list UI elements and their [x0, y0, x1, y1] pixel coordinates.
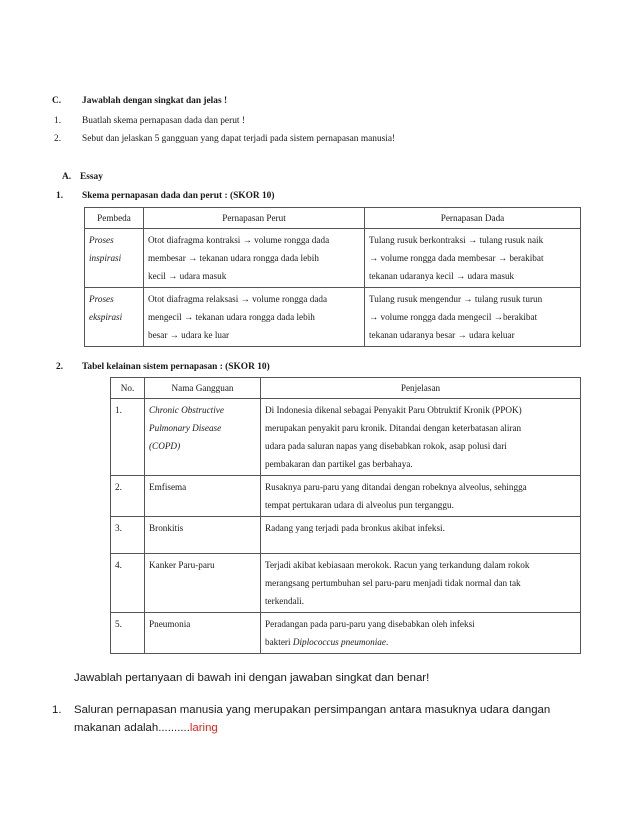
disorder-name-cell: Kanker Paru-paru	[145, 554, 261, 613]
cell-text-line: (COPD)	[149, 441, 181, 451]
no-cell: 1.	[111, 399, 145, 476]
table-row	[111, 554, 581, 613]
table-row	[111, 517, 581, 554]
cell-text-line: merangsang pertumbuhan sel paru-paru menjadi tidak normal dan tak	[265, 578, 521, 588]
cell-text-fragment: .	[385, 637, 389, 647]
cell-text-line: → volume rongga dada membesar → berakibat	[369, 253, 544, 263]
section-c-title: Jawablah dengan singkat dan jelas !	[82, 96, 228, 106]
table-header-cell: Pernapasan Dada	[365, 208, 581, 229]
cell-text-line: tempat pertukaran udara di alveolus pun terganggu.	[265, 500, 454, 510]
question-1-number: 1.	[52, 704, 62, 716]
table-row	[85, 229, 581, 288]
cell-text-line: Pulmonary Disease	[149, 423, 222, 433]
section-c-label: C.	[52, 96, 62, 106]
cell-text-line: Proses	[89, 235, 114, 245]
table-row	[85, 288, 581, 347]
cell-text-line: Di Indonesia dikenal sebagai Penyakit Paru Obtruktif Kronik (PPOK)	[265, 405, 522, 415]
cell-text-line: terkendali.	[265, 596, 305, 606]
table-header-cell: No.	[111, 378, 145, 399]
instruction-text: Jawablah pertanyaan di bawah ini dengan jawaban singkat dan benar!	[74, 672, 430, 684]
cell-text-line: kecil → udara masuk	[148, 271, 227, 281]
cell-text-line: Peradangan pada paru-paru yang disebabkan oleh infeksi	[265, 619, 475, 629]
table-header-cell: Nama Gangguan	[145, 378, 261, 399]
cell-text-line: merupakan penyakit paru kronik. Ditandai dengan keterbatasan aliran	[265, 423, 522, 433]
breathing-scheme-table	[84, 207, 581, 347]
section-a-title: Essay	[80, 172, 103, 182]
question-1-answer: laring	[189, 722, 218, 734]
description-cell	[261, 517, 581, 554]
description-cell	[261, 613, 581, 654]
row-label-cell	[85, 288, 144, 347]
q2-title: Tabel kelainan sistem pernapasan : (SKOR 10)	[82, 362, 270, 372]
table-header-row	[111, 378, 581, 399]
section-c-item-1-text: Buatlah skema pernapasan dada dan perut !	[82, 116, 245, 126]
disorder-name-cell: Emfisema	[145, 476, 261, 517]
bacteria-name: Diplococcus pneumoniae	[292, 637, 386, 647]
cell-text-line: ekspirasi	[89, 312, 123, 322]
cell-text-line: udara pada saluran napas yang disebabkan rokok, asap polusi dari	[265, 441, 507, 451]
no-cell: 5.	[111, 613, 145, 654]
table-header-cell: Penjelasan	[261, 378, 581, 399]
dada-cell	[365, 288, 581, 347]
cell-text-line: Terjadi akibat kebiasaan merokok. Racun yang terkandung dalam rokok	[265, 560, 530, 570]
cell-text-line: pembakaran dan partikel gas berbahaya.	[265, 459, 413, 469]
question-1-stem: makanan adalah..........	[74, 722, 190, 734]
cell-text-line: tekanan udaranya besar → udara keluar	[369, 330, 515, 340]
cell-text-line: Tulang rusuk mengendur → tulang rusuk turun	[369, 294, 543, 304]
section-c-item-2-num: 2.	[54, 134, 62, 144]
cell-text-line: membesar → tekanan udara rongga dada lebih	[148, 253, 319, 263]
table-row	[111, 476, 581, 517]
no-cell: 2.	[111, 476, 145, 517]
cell-text-line: → volume rongga dada mengecil →berakibat	[369, 312, 538, 322]
cell-text-line: Tulang rusuk berkontraksi → tulang rusuk naik	[369, 235, 544, 245]
cell-text-line: Rusaknya paru-paru yang ditandai dengan robeknya alveolus, sehingga	[265, 482, 527, 492]
row-label-cell	[85, 229, 144, 288]
q1-number: 1.	[56, 191, 64, 201]
disorder-name-cell: Pneumonia	[145, 613, 261, 654]
description-cell	[261, 399, 581, 476]
cell-text-line: Proses	[89, 294, 114, 304]
table-row	[111, 613, 581, 654]
section-c-item-2-text: Sebut dan jelaskan 5 gangguan yang dapat terjadi pada sistem pernapasan manusia!	[82, 134, 396, 144]
respiratory-disorders-table	[110, 377, 581, 654]
disorder-name-cell: Bronkitis	[145, 517, 261, 554]
q1-title: Skema pernapasan dada dan perut : (SKOR 10)	[82, 191, 275, 201]
cell-text-fragment: bakteri	[265, 637, 293, 647]
cell-text-line: Chronic Obstructive	[149, 405, 224, 415]
section-c-item-1-num: 1.	[54, 116, 62, 126]
table-header-cell: Pembeda	[85, 208, 144, 229]
dada-cell	[365, 229, 581, 288]
table-row	[111, 399, 581, 476]
section-a-label: A.	[62, 172, 72, 182]
no-cell: 3.	[111, 517, 145, 554]
cell-text-line: mengecil → tekanan udara rongga dada lebih	[148, 312, 315, 322]
perut-cell	[144, 229, 365, 288]
cell-text-line: tekanan udaranya kecil → udara masuk	[369, 271, 515, 281]
question-1-line-2	[74, 722, 218, 734]
cell-text-line: besar → udara ke luar	[148, 330, 230, 340]
description-cell	[261, 476, 581, 517]
no-cell: 4.	[111, 554, 145, 613]
cell-text-line	[265, 633, 576, 651]
cell-text-line: Otot diafragma kontraksi → volume rongga dada	[148, 235, 330, 245]
cell-text-line: Radang yang terjadi pada bronkus akibat infeksi.	[265, 523, 445, 533]
table-header-cell: Pernapasan Perut	[144, 208, 365, 229]
description-cell	[261, 554, 581, 613]
question-1-line-1: Saluran pernapasan manusia yang merupakan persimpangan antara masuknya udara dangan	[74, 704, 551, 716]
table-header-row	[85, 208, 581, 229]
perut-cell	[144, 288, 365, 347]
disorder-name-cell	[145, 399, 261, 476]
cell-text-line: inspirasi	[89, 253, 122, 263]
q2-number: 2.	[56, 362, 64, 372]
cell-text-line: Otot diafragma relaksasi → volume rongga dada	[148, 294, 328, 304]
